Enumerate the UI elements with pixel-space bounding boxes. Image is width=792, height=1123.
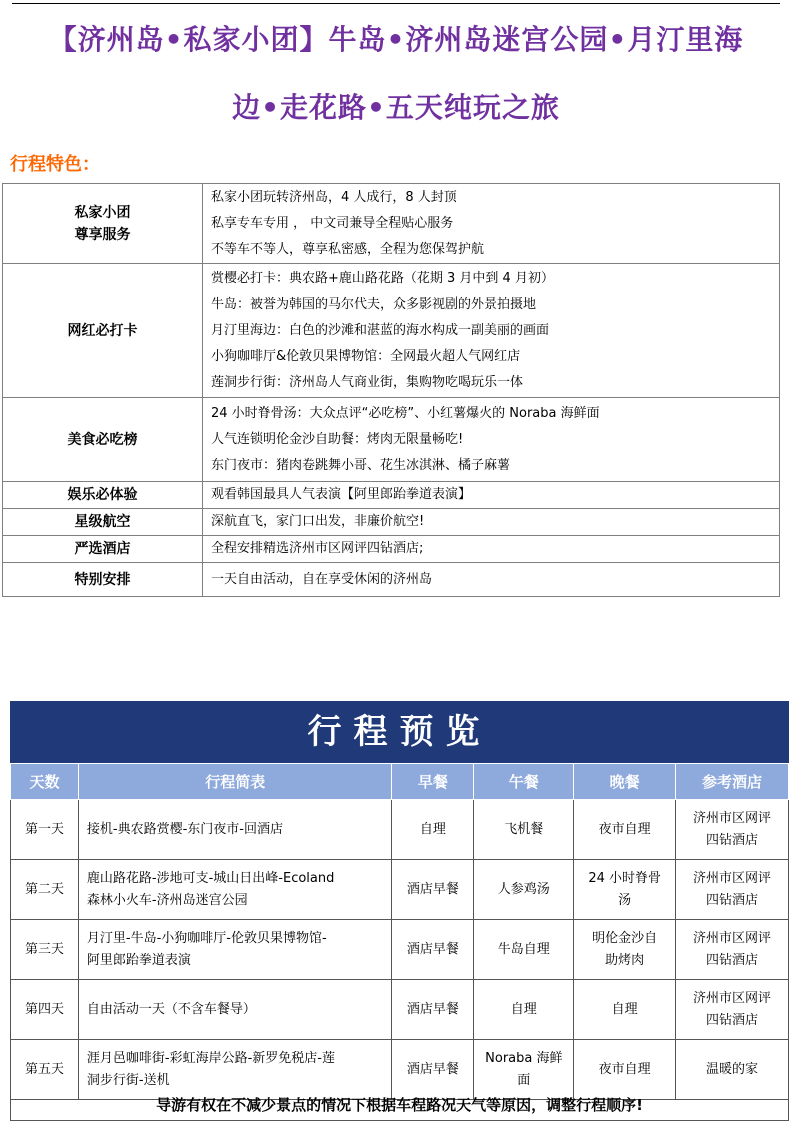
feature-line: 东门夜市：猪肉卷跳舞小哥、花生冰淇淋、橘子麻薯 [211,457,511,473]
feature-row [3,184,780,264]
page-title-line-2: 边•走花路•五天纯玩之旅 [232,91,560,124]
feature-line: 莲洞步行街：济州岛人气商业街，集购物吃喝玩乐一体 [211,374,524,390]
feature-description [203,482,780,509]
hotel-text: 四钻酒店 [706,892,759,908]
feature-line: 小狗咖啡厅&伦敦贝果博物馆：全网最火超人气网红店 [211,348,521,364]
lunch-cell [474,980,574,1040]
route-text: 涯月邑咖啡街-彩虹海岸公路-新罗免税店-莲 [86,1050,335,1066]
preview-banner: 行程预览 [10,701,789,763]
lunch-text: Noraba 海鲜 [485,1050,563,1066]
breakfast-text: 酒店早餐 [406,1061,459,1077]
itinerary-row [11,920,789,980]
feature-line: 月汀里海边：白色的沙滩和湛蓝的海水构成一副美丽的画面 [211,322,550,338]
dinner-cell [574,920,676,980]
features-table [2,183,780,597]
lunch-text: 自理 [510,1001,537,1017]
feature-line: 全程安排精选济州市区网评四钻酒店; [211,541,424,556]
hotel-text: 济州市区网评 [693,810,772,826]
dinner-text: 助烤肉 [605,952,645,968]
route-text: 鹿山路花路-涉地可支-城山日出峰-Ecoland [86,870,335,886]
hotel-text: 济州市区网评 [693,930,772,946]
itinerary-note: 导游有权在不减少景点的情况下根据车程路况天气等原因，调整行程顺序! [10,1089,789,1121]
feature-description [203,264,780,398]
feature-category-text: 星级航空 [74,514,131,530]
day-cell: 第一天 [11,800,79,860]
breakfast-cell [392,980,474,1040]
feature-line: 私享专车专用 ， 中文司兼导全程贴心服务 [211,215,454,231]
feature-row [3,563,780,597]
hotel-text: 四钻酒店 [706,832,759,848]
itinerary-preview [10,701,789,1100]
route-cell [78,860,392,920]
hotel-cell [676,920,789,980]
breakfast-text: 酒店早餐 [406,881,459,897]
hotel-cell [676,860,789,920]
day-cell: 第五天 [11,1040,79,1100]
lunch-text: 牛岛自理 [497,941,550,957]
route-text: 阿里郎跆拳道表演 [86,952,191,968]
route-cell [78,920,392,980]
feature-line: 赏樱必打卡：典农路+鹿山路花路（花期 3 月中到 4 月初） [211,270,554,286]
feature-row [3,509,780,536]
dinner-text: 24 小时脊骨 [588,870,662,886]
feature-row [3,264,780,398]
dinner-text: 明伦金沙自 [592,930,658,946]
day-cell: 第二天 [11,860,79,920]
route-cell [78,800,392,860]
feature-category [3,398,203,482]
feature-description [203,563,780,597]
feature-category-text: 美食必吃榜 [67,431,138,448]
day-cell: 第三天 [11,920,79,980]
hotel-text: 四钻酒店 [706,952,759,968]
dinner-text: 夜市自理 [598,1061,651,1077]
itinerary-column-header: 午餐 [474,764,574,800]
dinner-text: 自理 [611,1001,638,1017]
itinerary-row [11,980,789,1040]
lunch-text: 人参鸡汤 [497,881,550,897]
itinerary-row [11,800,789,860]
feature-category-text: 网红必打卡 [67,322,138,339]
feature-category [3,536,203,563]
feature-description [203,398,780,482]
lunch-cell [474,920,574,980]
breakfast-text: 酒店早餐 [406,941,459,957]
feature-line: 深航直飞，家门口出发，非廉价航空! [211,514,425,529]
feature-category-text: 严选酒店 [74,541,131,557]
hotel-cell [676,800,789,860]
hotel-text: 济州市区网评 [693,990,772,1006]
feature-category [3,264,203,398]
feature-category-text: 娱乐必体验 [67,487,138,503]
day-cell: 第四天 [11,980,79,1040]
feature-line: 观看韩国最具人气表演【阿里郎跆拳道表演】 [211,487,472,502]
dinner-cell [574,800,676,860]
feature-category-text: 尊享服务 [74,226,131,243]
lunch-cell [474,860,574,920]
feature-line: 一天自由活动，自在享受休闲的济州岛 [211,571,433,587]
lunch-text: 飞机餐 [504,821,544,837]
feature-category [3,184,203,264]
feature-line: 人气连锁明伦金沙自助餐：烤肉无限量畅吃! [211,431,464,447]
feature-description [203,536,780,563]
itinerary-column-header: 早餐 [392,764,474,800]
itinerary-row [11,860,789,920]
itinerary-table [10,763,789,1100]
feature-description [203,184,780,264]
feature-category [3,563,203,597]
hotel-text: 四钻酒店 [706,1012,759,1028]
feature-category-text: 私家小团 [74,204,131,221]
itinerary-column-header: 参考酒店 [676,764,789,800]
feature-row [3,482,780,509]
feature-line: 不等车不等人，尊享私密感，全程为您保驾护航 [211,241,485,257]
breakfast-cell [392,920,474,980]
dinner-cell [574,980,676,1040]
route-text: 洞步行街-送机 [86,1072,170,1088]
route-text: 接机-典农路赏樱-东门夜市-回酒店 [86,821,283,837]
hotel-cell [676,980,789,1040]
feature-category [3,509,203,536]
feature-line: 私家小团玩转济州岛，4 人成行，8 人封顶 [211,189,457,205]
lunch-cell [474,800,574,860]
feature-line: 24 小时脊骨汤：大众点评“必吃榜”、小红薯爆火的 Noraba 海鲜面 [211,405,600,421]
itinerary-column-header: 晚餐 [574,764,676,800]
breakfast-text: 酒店早餐 [406,1001,459,1017]
feature-line: 牛岛：被誉为韩国的马尔代夫，众多影视剧的外景拍摄地 [211,296,537,312]
feature-category [3,482,203,509]
route-cell [78,980,392,1040]
lunch-text: 面 [517,1072,531,1088]
itinerary-column-header: 天数 [11,764,79,800]
hotel-text: 济州市区网评 [693,870,772,886]
route-text: 森林小火车-济州岛迷宫公园 [86,892,248,908]
feature-category-text: 特别安排 [74,571,131,588]
itinerary-column-header: 行程简表 [78,764,392,800]
dinner-text: 汤 [618,892,632,908]
route-text: 自由活动一天（不含车餐导） [86,1001,256,1017]
breakfast-text: 自理 [419,821,446,837]
hotel-text: 温暖的家 [706,1061,759,1077]
dinner-text: 夜市自理 [598,821,651,837]
feature-row [3,398,780,482]
page-title-line-1: 【济州岛•私家小团】牛岛•济州岛迷宫公园•月汀里海 [48,23,744,56]
dinner-cell [574,860,676,920]
feature-row [3,536,780,563]
top-divider [12,3,780,4]
route-text: 月汀里-牛岛-小狗咖啡厅-伦敦贝果博物馆- [86,930,327,946]
features-heading: 行程特色： [10,154,100,175]
breakfast-cell [392,800,474,860]
feature-description [203,509,780,536]
breakfast-cell [392,860,474,920]
